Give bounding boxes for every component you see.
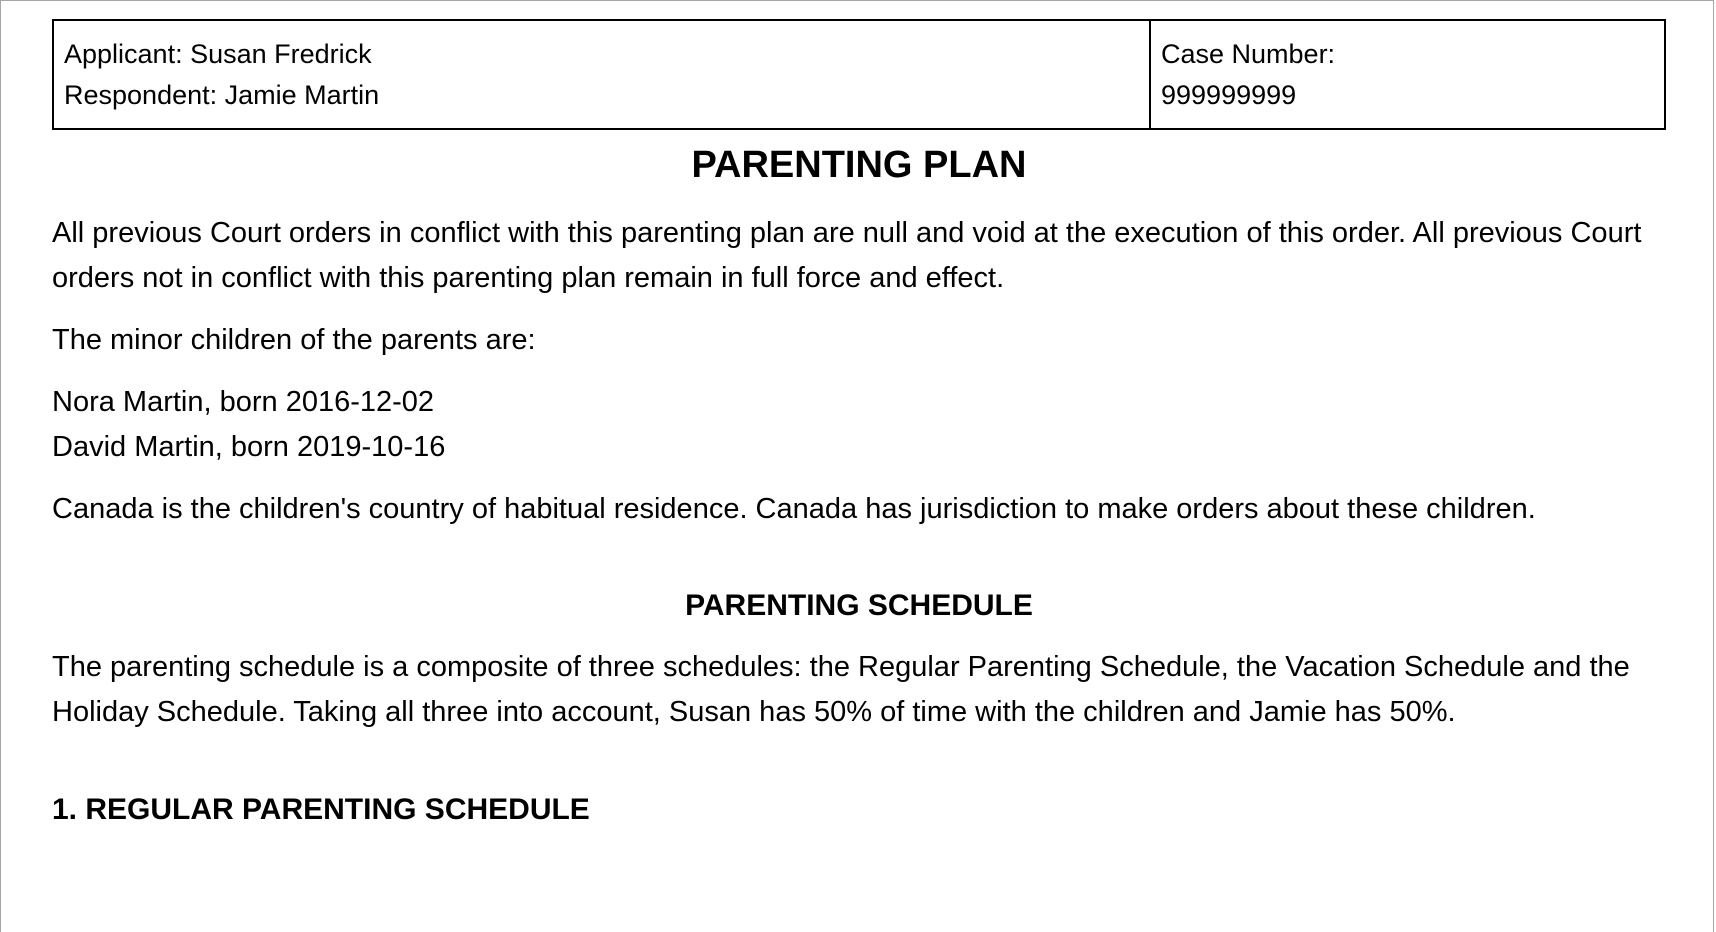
regular-schedule-heading: 1. REGULAR PARENTING SCHEDULE	[52, 793, 590, 826]
document-title: PARENTING PLAN	[691, 144, 1027, 186]
parties-cell	[53, 20, 1150, 129]
children-list	[52, 380, 1666, 470]
child-entry: Nora Martin, born 2016-12-02	[52, 386, 435, 418]
minor-children-intro: The minor children of the parents are:	[52, 324, 536, 356]
case-number-value: 999999999	[1161, 80, 1297, 110]
case-caption-table	[52, 19, 1666, 130]
child-entry: David Martin, born 2019-10-16	[52, 431, 446, 463]
applicant-name: Applicant: Susan Fredrick	[64, 39, 372, 69]
residence-paragraph: Canada is the children's country of habitual residence. Canada has jurisdiction to make orders about these children.	[52, 493, 1536, 525]
document-body	[52, 19, 1666, 832]
previous-orders-paragraph: All previous Court orders in conflict with this parenting plan are null and void at the execution of this order. All previous Court orders not in conflict with this parenting plan remain in full force and effect.	[52, 217, 1642, 294]
parenting-schedule-heading: PARENTING SCHEDULE	[685, 589, 1033, 622]
case-number-cell	[1150, 20, 1665, 129]
case-number-label: Case Number:	[1161, 39, 1336, 69]
parenting-schedule-paragraph: The parenting schedule is a composite of three schedules: the Regular Parenting Schedule, the Vacation Schedule and the Holiday Schedule. Taking all three into account, Susan has 50% of time with the children and Jamie has 50%.	[52, 651, 1630, 728]
respondent-name: Respondent: Jamie Martin	[64, 80, 380, 110]
